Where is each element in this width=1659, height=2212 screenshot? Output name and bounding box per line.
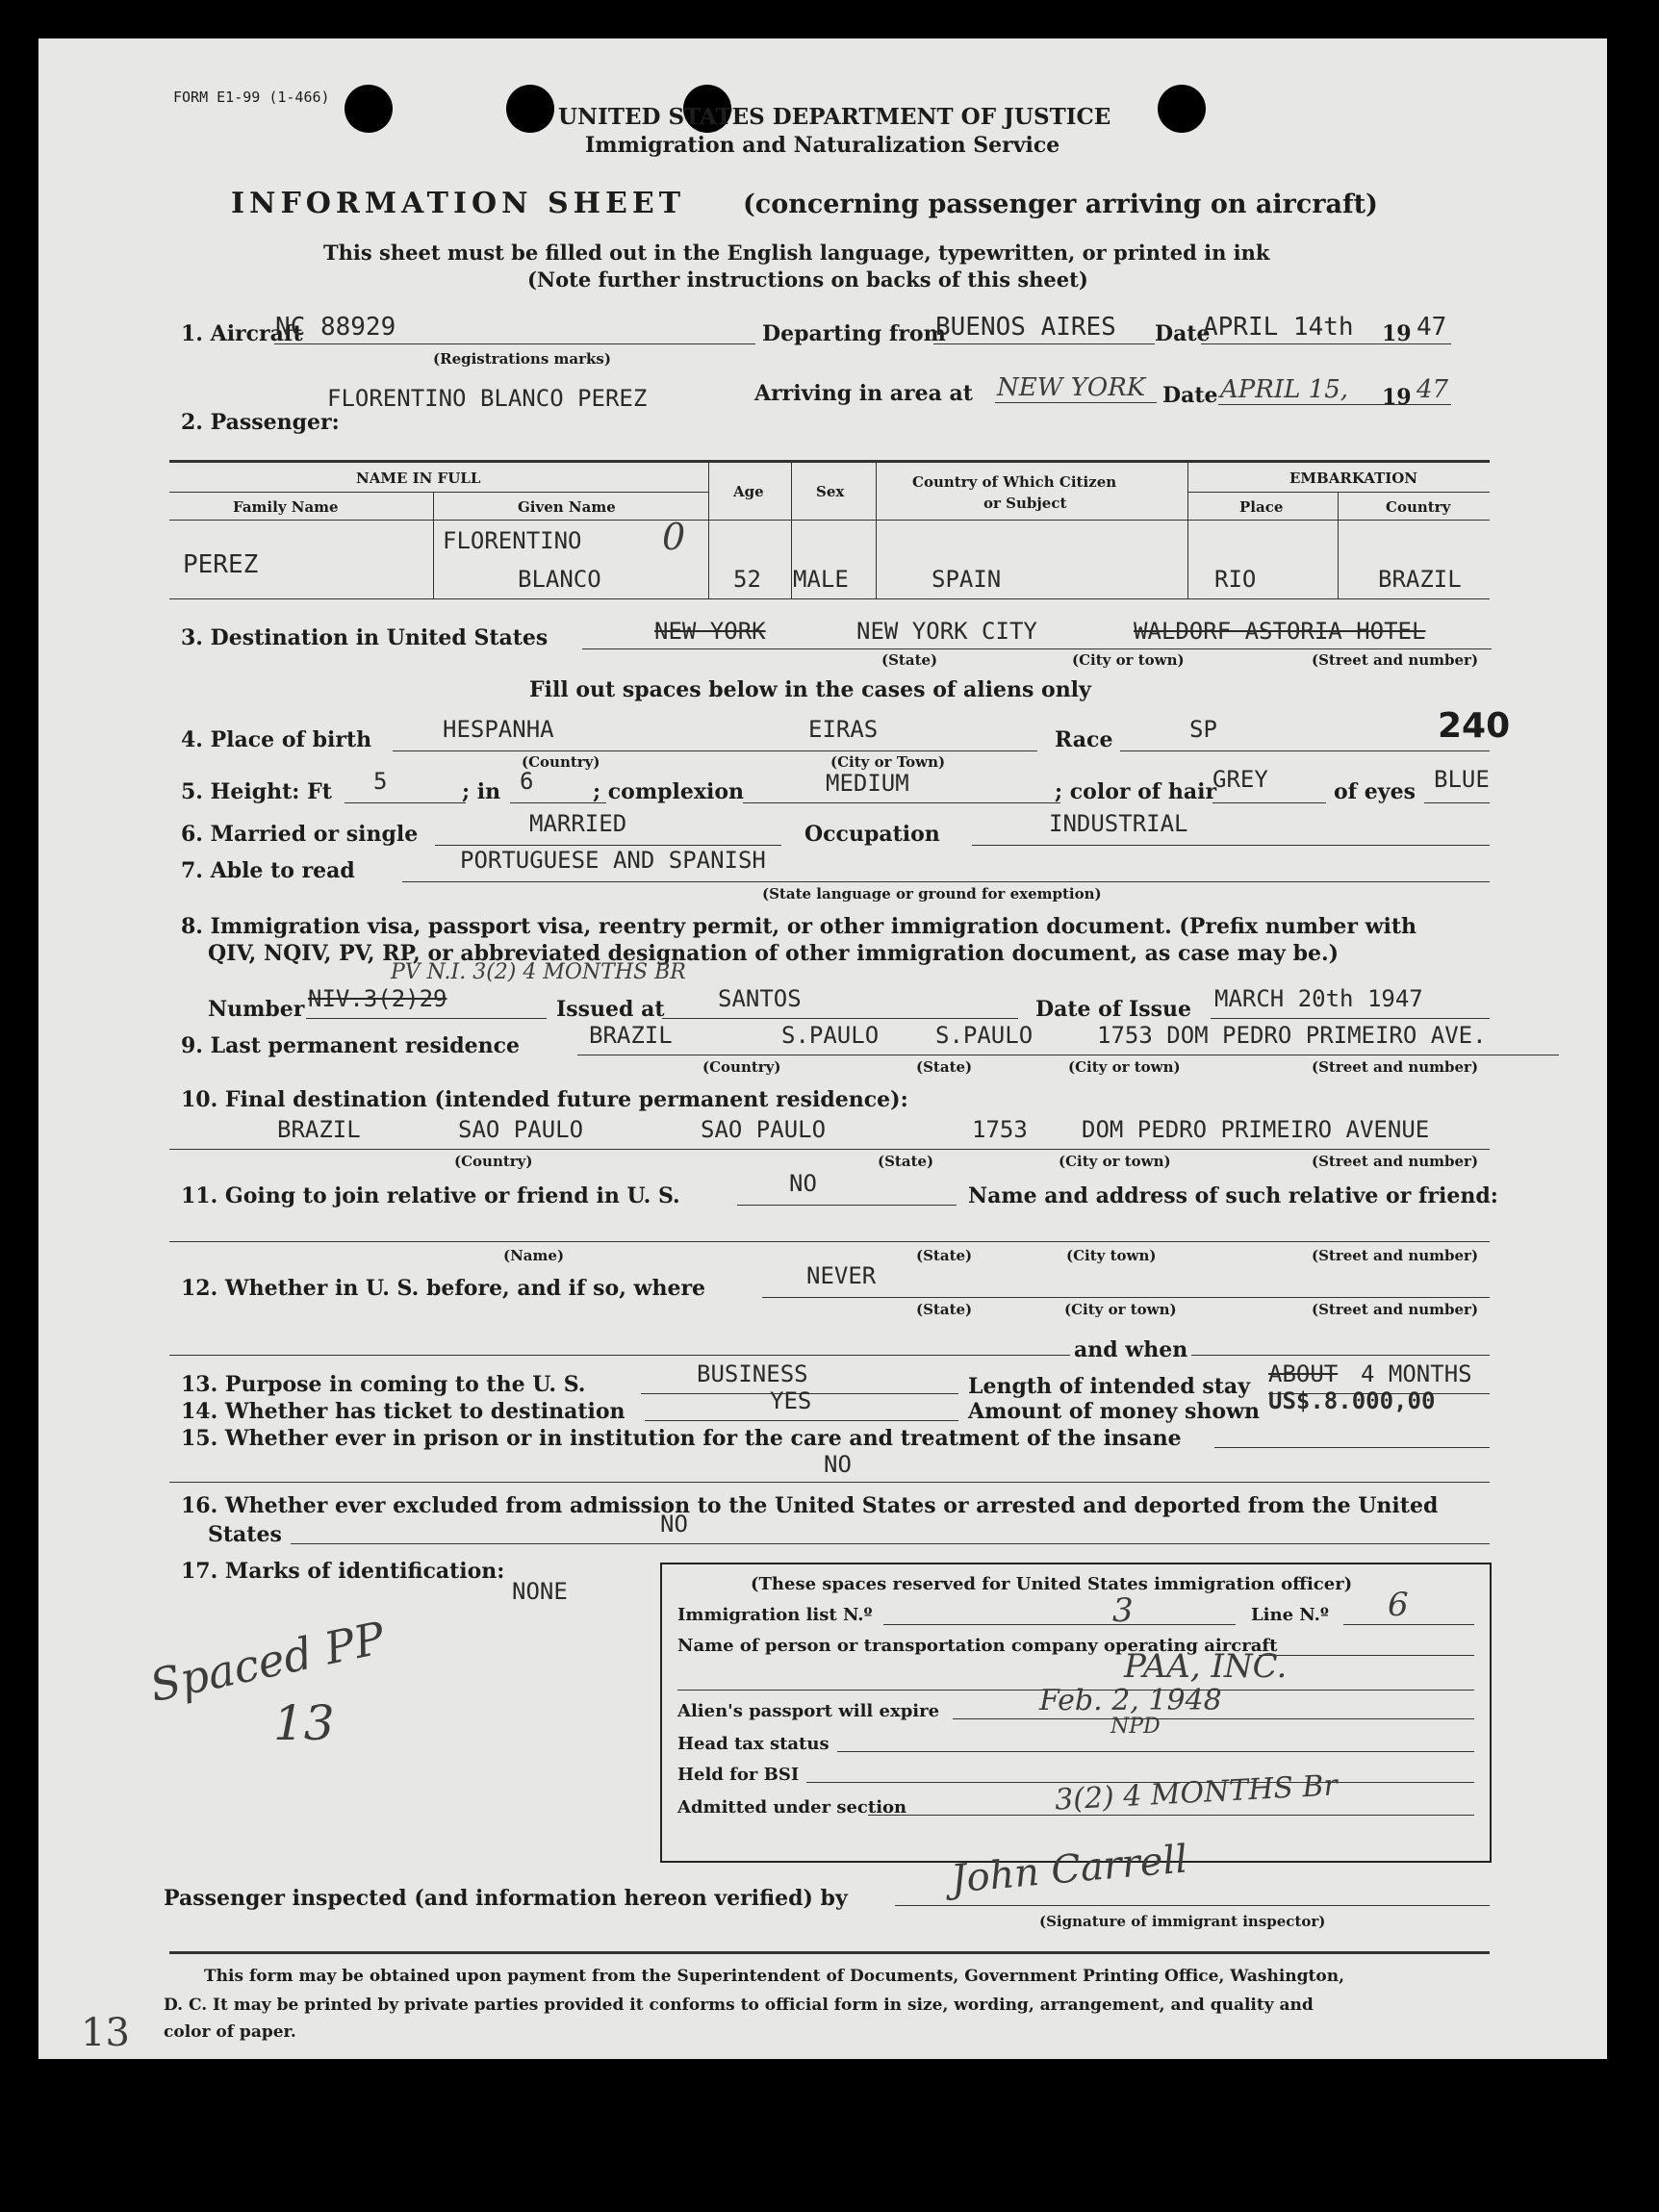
last-residence-street: 1753 DOM PEDRO PRIMEIRO AVE.	[1097, 1022, 1487, 1049]
final-country-caption: (Country)	[454, 1153, 533, 1170]
destination-street: WALDORF ASTORIA HOTEL	[1134, 618, 1426, 645]
family-name-header: Family Name	[233, 498, 339, 516]
complexion-label: ; complexion	[593, 779, 745, 804]
marital-value: MARRIED	[529, 810, 627, 837]
sheet-title: INFORMATION SHEET	[231, 187, 686, 220]
money-label: Amount of money shown	[968, 1399, 1261, 1424]
relative-city-caption: (City town)	[1066, 1247, 1157, 1264]
document-question-line2: QIV, NQIV, PV, RP, or abbreviated designation of other immigration document, as case may be.)	[208, 941, 1340, 966]
citizen-header-line2: or Subject	[983, 495, 1067, 512]
hair-value: GREY	[1212, 766, 1268, 793]
birthplace-country: HESPANHA	[443, 716, 554, 743]
destination-street-caption: (Street and number)	[1312, 651, 1479, 669]
last-residence-state-caption: (State)	[916, 1058, 973, 1076]
footer-line2: D. C. It may be printed by private parties provided it conforms to official form in size, wording, arrangement, and quality and	[164, 1996, 1314, 2015]
join-relative-value: NO	[789, 1170, 817, 1197]
when-label: and when	[1074, 1337, 1188, 1362]
read-value: PORTUGUESE AND SPANISH	[460, 847, 766, 874]
country-header: Country	[1386, 498, 1451, 516]
last-residence-label: 9. Last permanent residence	[181, 1033, 520, 1058]
embark-country-value: BRAZIL	[1378, 566, 1462, 593]
passenger-label: 2. Passenger:	[181, 410, 340, 435]
aliens-note: Fill out spaces below in the cases of aliens only	[529, 677, 1091, 702]
age-value: 52	[733, 566, 761, 593]
given-name-mark: 0	[662, 516, 686, 558]
relative-name-caption: (Name)	[503, 1247, 565, 1264]
issued-at-label: Issued at	[556, 997, 665, 1022]
occupation-value: INDUSTRIAL	[1049, 810, 1188, 837]
doc-number-label: Number	[208, 997, 305, 1022]
embarkation-header: EMBARKATION	[1289, 470, 1418, 487]
page-number: 13	[81, 2011, 130, 2055]
final-destination-state: SAO PAULO	[458, 1116, 584, 1143]
purpose-label: 13. Purpose in coming to the U. S.	[181, 1372, 586, 1397]
occupation-label: Occupation	[804, 822, 940, 847]
final-destination-label: 10. Final destination (intended future permanent residence):	[181, 1087, 908, 1112]
stay-label: Length of intended stay	[968, 1374, 1250, 1399]
admitted-section-label: Admitted under section	[677, 1797, 907, 1818]
destination-label: 3. Destination in United States	[181, 625, 549, 650]
birthplace-country-caption: (Country)	[522, 753, 600, 771]
height-label: 5. Height: Ft	[181, 779, 332, 804]
sex-value: MALE	[793, 566, 849, 593]
aircraft-label: 1. Aircraft	[181, 321, 303, 346]
race-value: SP	[1189, 716, 1217, 743]
destination-city: NEW YORK CITY	[856, 618, 1037, 645]
final-destination-number: 1753	[972, 1116, 1028, 1143]
inspector-signature: John Carrell	[949, 1837, 1189, 1902]
citizen-value: SPAIN	[932, 566, 1002, 593]
arriving-year-prefix: 19	[1382, 385, 1412, 410]
signature-caption: (Signature of immigrant inspector)	[1039, 1913, 1326, 1930]
race-label: Race	[1055, 727, 1113, 752]
relative-name-label: Name and address of such relative or friend:	[968, 1183, 1498, 1208]
birthplace-city-caption: (City or Town)	[830, 753, 946, 771]
issued-at-value: SANTOS	[718, 985, 802, 1012]
handwritten-margin-number: 13	[273, 1695, 335, 1751]
final-destination-street: DOM PEDRO PRIMEIRO AVENUE	[1082, 1116, 1430, 1143]
registration-caption: (Registrations marks)	[433, 350, 611, 368]
last-residence-street-caption: (Street and number)	[1312, 1058, 1479, 1076]
passenger-value: FLORENTINO BLANCO PEREZ	[327, 385, 648, 412]
line-number-value: 6	[1388, 1586, 1409, 1624]
document-question-line1: 8. Immigration visa, passport visa, reentry permit, or other immigration document. (Prefix number with	[181, 914, 1417, 939]
marital-label: 6. Married or single	[181, 822, 419, 847]
birthplace-label: 4. Place of birth	[181, 727, 372, 752]
punch-hole	[345, 85, 393, 133]
ticket-value: YES	[770, 1387, 812, 1414]
issue-date-value: MARCH 20th 1947	[1214, 985, 1423, 1012]
inspection-label: Passenger inspected (and information hereon verified) by	[164, 1886, 848, 1911]
issue-date-label: Date of Issue	[1035, 997, 1192, 1022]
operating-company-value: PAA, INC.	[1124, 1647, 1288, 1686]
departing-year-value: 47	[1417, 313, 1447, 342]
final-city-caption: (City or town)	[1059, 1153, 1171, 1170]
last-residence-state: S.PAULO	[781, 1022, 880, 1049]
destination-state-caption: (State)	[881, 651, 938, 669]
join-relative-label: 11. Going to join relative or friend in U. S.	[181, 1183, 680, 1208]
family-name-value: PEREZ	[183, 550, 259, 579]
final-destination-city: SAO PAULO	[701, 1116, 827, 1143]
instruction-note: (Note further instructions on backs of this sheet)	[527, 267, 1088, 292]
eyes-value: BLUE	[1434, 766, 1490, 793]
departing-date-label: Date	[1155, 321, 1211, 346]
arriving-year-value: 47	[1417, 375, 1449, 404]
final-state-caption: (State)	[878, 1153, 934, 1170]
instruction-line: This sheet must be filled out in the English language, typewritten, or printed in ink	[323, 241, 1270, 265]
last-residence-country: BRAZIL	[589, 1022, 673, 1049]
document-handwritten-note: PV N.I. 3(2) 4 MONTHS BR	[391, 960, 686, 984]
arriving-label: Arriving in area at	[754, 381, 973, 406]
eyes-label: of eyes	[1334, 779, 1416, 804]
line-number-label: Line N.º	[1251, 1605, 1329, 1625]
handwritten-margin-note: Spaced PP	[145, 1611, 390, 1713]
hair-label: ; color of hair	[1055, 779, 1217, 804]
name-in-full-header: NAME IN FULL	[356, 470, 481, 487]
doc-number-value: NIV.3(2)29	[308, 985, 447, 1012]
sex-header: Sex	[816, 483, 845, 500]
ticket-label: 14. Whether has ticket to destination	[181, 1399, 625, 1424]
relative-state-caption: (State)	[916, 1247, 973, 1264]
prior-city-caption: (City or town)	[1064, 1301, 1177, 1318]
given-name-value-2: BLANCO	[518, 566, 601, 593]
operating-company-label: Name of person or transportation company operating aircraft	[677, 1636, 1278, 1656]
prison-value: NO	[824, 1451, 852, 1478]
arriving-value: NEW YORK	[997, 373, 1146, 402]
height-inches-value: 6	[520, 768, 534, 795]
last-residence-city-caption: (City or town)	[1068, 1058, 1181, 1076]
final-destination-country: BRAZIL	[277, 1116, 361, 1143]
race-code-mark: 240	[1438, 706, 1511, 746]
departing-value: BUENOS AIRES	[935, 313, 1116, 342]
punch-hole	[506, 85, 554, 133]
prior-visit-label: 12. Whether in U. S. before, and if so, where	[181, 1276, 706, 1301]
official-box-header: (These spaces reserved for United States immigration officer)	[751, 1574, 1353, 1594]
held-bsi-label: Held for BSI	[677, 1765, 800, 1785]
arriving-date-label: Date	[1162, 383, 1218, 408]
immigration-list-value: 3	[1112, 1591, 1134, 1630]
head-tax-value: NPD	[1110, 1715, 1161, 1739]
given-name-header: Given Name	[518, 498, 616, 516]
excluded-value: NO	[660, 1511, 688, 1538]
prior-street-caption: (Street and number)	[1312, 1301, 1479, 1318]
destination-city-caption: (City or town)	[1072, 651, 1185, 669]
passport-expiry-value: Feb. 2, 1948	[1039, 1684, 1222, 1717]
stay-struck-value: ABOUT	[1268, 1360, 1339, 1387]
departing-year-prefix: 19	[1382, 321, 1412, 346]
last-residence-country-caption: (Country)	[702, 1058, 781, 1076]
immigration-list-label: Immigration list N.º	[677, 1605, 873, 1625]
given-name-value-1: FLORENTINO	[443, 527, 582, 554]
passport-expiry-label: Alien's passport will expire	[677, 1701, 940, 1721]
citizen-header-line1: Country of Which Citizen	[912, 473, 1117, 491]
birthplace-city: EIRAS	[808, 716, 879, 743]
embark-place-value: RIO	[1214, 566, 1257, 593]
destination-state: NEW YORK	[654, 618, 766, 645]
height-inches-label: ; in	[462, 779, 501, 804]
sheet-subtitle: (concerning passenger arriving on aircraft)	[743, 190, 1378, 219]
identification-marks-value: NONE	[512, 1578, 568, 1605]
head-tax-label: Head tax status	[677, 1734, 830, 1754]
money-value: US$.8.000,00	[1268, 1387, 1436, 1414]
identification-marks-label: 17. Marks of identification:	[181, 1559, 505, 1584]
arriving-date-value: APRIL 15,	[1220, 375, 1348, 404]
age-header: Age	[733, 483, 764, 500]
departing-label: Departing from	[762, 321, 946, 346]
prior-visit-value: NEVER	[806, 1262, 877, 1289]
prior-state-caption: (State)	[916, 1301, 973, 1318]
relative-street-caption: (Street and number)	[1312, 1247, 1479, 1264]
official-use-box	[660, 1563, 1492, 1863]
footer-line3: color of paper.	[164, 2022, 296, 2042]
height-feet-value: 5	[373, 768, 388, 795]
read-caption: (State language or ground for exemption)	[762, 885, 1102, 903]
prison-label: 15. Whether ever in prison or in institution for the care and treatment of the insane	[181, 1426, 1182, 1451]
department-heading: UNITED STATES DEPARTMENT OF JUSTICE	[558, 104, 1111, 130]
punch-hole	[1158, 85, 1206, 133]
form-sheet	[38, 38, 1607, 2059]
place-header: Place	[1239, 498, 1284, 516]
departing-date-value: APRIL 14th	[1203, 313, 1354, 342]
excluded-question-line1: 16. Whether ever excluded from admission to the United States or arrested and deported from the United	[181, 1493, 1439, 1518]
form-number: FORM E1-99 (1-466)	[173, 89, 330, 106]
stay-value: 4 MONTHS	[1361, 1360, 1472, 1387]
aircraft-value: NC 88929	[275, 313, 396, 342]
final-street-caption: (Street and number)	[1312, 1153, 1479, 1170]
excluded-question-line2: States	[208, 1522, 282, 1547]
last-residence-city: S.PAULO	[935, 1022, 1034, 1049]
purpose-value: BUSINESS	[697, 1360, 808, 1387]
read-label: 7. Able to read	[181, 858, 355, 883]
admitted-section-value: 3(2) 4 MONTHS Br	[1054, 1768, 1339, 1818]
service-heading: Immigration and Naturalization Service	[585, 133, 1060, 158]
complexion-value: MEDIUM	[826, 770, 909, 797]
footer-line1: This form may be obtained upon payment from the Superintendent of Documents, Government Printing Office, Washington,	[204, 1967, 1345, 1986]
